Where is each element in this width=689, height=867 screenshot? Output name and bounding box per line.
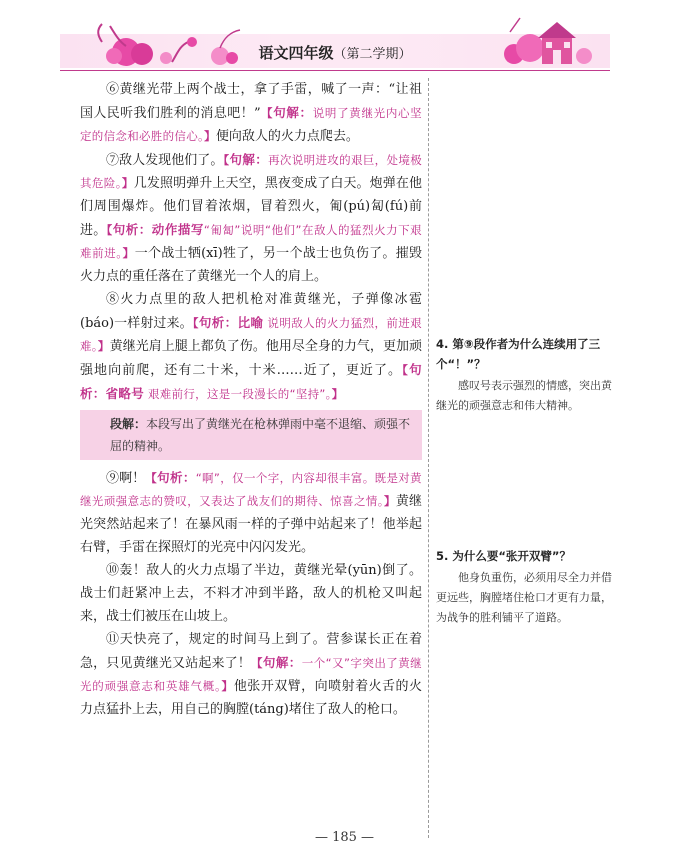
paragraph-text: ⑥黄继光带上两个战士，拿了手雷，喊了一声：“让祖国人民听我们胜利的消息吧！”: [80, 82, 422, 121]
annotation-note: “匍匐”说明“他们”在敌人的猛烈火力下艰难前进。: [80, 223, 422, 260]
annotation-tag: 句解：: [229, 152, 269, 167]
annotation-bracket: 】: [383, 494, 396, 508]
annotation-tag: 句解：: [262, 655, 302, 670]
main-text: [80, 78, 422, 721]
annotation-tag: 句解：: [273, 105, 313, 120]
annotation-bracket: 】: [204, 129, 216, 143]
paragraph-text: ⑩轰！敌人的火力点塌了半边，黄继光晕(yūn)倒了。战士们赶紧冲上去，不料才冲到半路，敌人的机枪又叫起来，战士们被压在山坡上。: [80, 563, 422, 624]
column-divider: [428, 78, 429, 838]
annotation-bracket: 】: [97, 339, 110, 353]
paragraph-text: 黄继光突然站起来了！在暴风雨一样的子弹中站起来了！他举起右臂，手雷在探照灯的光亮中闪闪发光。: [80, 494, 422, 555]
paragraph-group-1: [80, 78, 422, 406]
annotation-bracket: 【: [402, 363, 410, 377]
annotation-tag: 句析：: [157, 470, 196, 485]
paragraph-group-2: [80, 466, 422, 721]
paragraph-text: 他张开双臂，向喷射着火舌的火力点猛扑上去，用自己的胸膛(táng)堵住了敌人的枪口。: [80, 679, 422, 717]
paragraph: [80, 628, 422, 721]
page-header: [60, 12, 610, 71]
annotation-bracket: 【: [260, 106, 274, 120]
paragraph-text: 黄继光肩上腿上都负了伤。他用尽全身的力气，更加顽强地向前爬，还有二十米，十米……近了，更近了。: [80, 339, 422, 378]
side-answer-text: 感叹号表示强烈的情感，突出黄继光的顽强意志和伟大精神。: [436, 379, 612, 412]
annotation-note: 艰难前行，这是一段漫长的“坚持”。: [144, 387, 332, 401]
annotation-note: 再次说明进攻的艰巨，处境极其危险。: [80, 153, 422, 190]
side-question-text: 5. 为什么要“张开双臂”？: [436, 549, 571, 563]
paragraph-text: 便向敌人的火力点爬去。: [215, 129, 359, 144]
page-number: — 185 —: [314, 830, 375, 845]
paragraph-text: ⑪天快亮了，规定的时间马上到了。营参谋长正在着急，只见黄继光又站起来了！: [80, 632, 422, 671]
summary-text: 本段写出了黄继光在枪林弹雨中毫不退缩、顽强不屈的精神。: [110, 417, 411, 453]
annotation-bracket: 【: [192, 316, 199, 330]
summary-label: 段解：: [110, 417, 147, 431]
annotation-bracket: 【: [250, 656, 263, 670]
annotation-note: 说明了黄继光内心坚定的信念和必胜的信心。: [80, 106, 422, 143]
side-question-5: [436, 546, 614, 628]
paragraph-text: ⑦敌人发现他们了。: [106, 153, 224, 168]
annotation-bracket: 【: [145, 471, 158, 485]
annotation-note: 说明敌人的火力猛烈，前进艰难。: [80, 316, 422, 353]
page-title: [60, 42, 610, 63]
side-answer-text: 他身负重伤，必须用尽全力并借更远些，胸膛堵住枪口才更有力量，为战争的胜利铺平了道路。: [436, 571, 612, 624]
annotation-bracket: 】: [121, 176, 134, 190]
paragraph: [80, 559, 422, 628]
annotation-bracket: 【: [223, 153, 230, 167]
page-title-main: 语文四年级: [258, 44, 334, 62]
side-question-4: [436, 334, 614, 416]
paragraph-text: ⑨啊！: [106, 471, 146, 486]
annotation-bracket: 【: [106, 223, 113, 237]
annotation-bracket: 】: [221, 679, 234, 693]
paragraph: [80, 466, 422, 559]
paragraph: [80, 78, 422, 148]
annotation-tag: 句析：动作描写: [112, 222, 204, 237]
annotation-tag: 句析：比喻: [198, 315, 264, 330]
paragraph-text: 几发照明弹升上天空，黑夜变成了白天。炮弹在他们周围爆炸。他们冒着浓烟，冒着烈火，匍(pú)匐(fú)前进。: [80, 176, 422, 238]
paragraph: [80, 288, 422, 406]
paragraph-text: 一个战士牺(xī)牲了，另一个战士也负伤了。摧毁火力点的重任落在了黄继光一个人的肩上。: [80, 246, 422, 284]
side-question-text: 4. 第⑨段作者为什么连续用了三个“！”？: [436, 337, 601, 371]
annotation-tag: 句析：省略号: [80, 362, 422, 401]
page-title-sub: （第二学期）: [333, 47, 412, 62]
annotation-note: 一个“又”字突出了黄继光的顽强意志和英雄气概。: [80, 656, 422, 693]
annotation-bracket: 】: [331, 387, 344, 401]
paragraph: [80, 148, 422, 288]
paragraph-text: ⑧火力点里的敌人把机枪对准黄继光，子弹像冰雹(báo)一样射过来。: [80, 292, 422, 331]
paragraph-summary-box: [80, 410, 422, 460]
annotation-note: “啊”，仅一个字，内容却很丰富。既是对黄继光顽强意志的赞叹，又表达了战友们的期待、惊喜之情。: [80, 471, 422, 508]
annotation-bracket: 】: [122, 246, 135, 260]
